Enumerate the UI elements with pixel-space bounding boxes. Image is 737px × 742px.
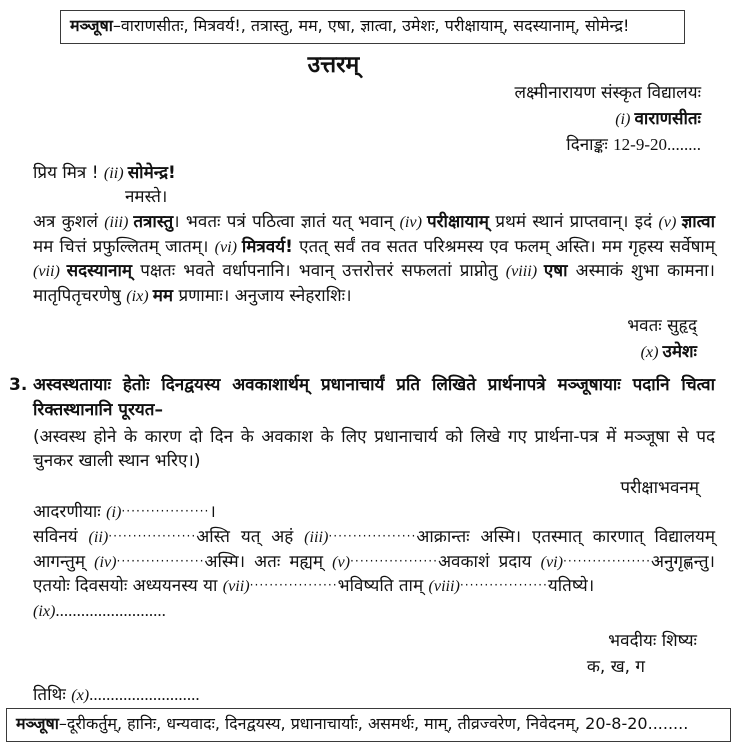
letter-salutation-line: नमस्ते। [125, 187, 168, 208]
closing-regards-line: भवतः सुहृद् [627, 315, 697, 336]
manjusha-word-list-bottom: –दूरीकर्तुम्, हानिः, धन्यवादः, दिनद्वयस्य, प्रधानाचार्याः, असमर्थः, माम्, तीव्रज्वरेण, निवेदनम्, 20-8-20........ [58, 713, 689, 733]
question-hindi-translation: (अस्वस्थ होने के कारण दो दिन के अवकाश के लिए प्रधानाचार्य को लिखे गए प्रार्थना-पत्र में मञ्जूषा से पद चुनकर खाली स्थान भरिए।) [33, 426, 715, 472]
application-closing-regards: भवदीयः शिष्यः [608, 630, 697, 651]
sender-place-line: (i) वाराणसीतः [615, 108, 701, 129]
application-closing-name: क, ख, ग [586, 656, 645, 677]
manjusha-word-box-top [60, 10, 685, 44]
closing-name-line: (x) उमेशः [640, 341, 697, 362]
manjusha-label-bottom: मञ्जूषा [16, 713, 59, 733]
question-text: अस्वस्थतायाः हेतोः दिनद्वयस्य अवकाशार्थम् प्रधानाचार्यं प्रति लिखिते प्रार्थनापत्रे मञ्जूषायाः पदानि चित्वा रिक्तस्थानानि पूरयत– [33, 375, 715, 420]
question-number: 3. [9, 375, 28, 396]
letter-body-paragraph: अत्र कुशलं (iii) तत्रास्तु। भवतः पत्रं पठित्वा ज्ञातं यत् भवान् (iv) परीक्षायाम् प्रथमं स्थानं प्राप्तवान्। इदं (v) ज्ञात्वा मम चित्तं प्रफुल्लितम् जातम्। (vi) मित्रवर्य! एतत् सर्वं तव सतत परिश्रमस्य एव फलम् अस्ति। मम गृहस्य सर्वेषाम् (vii) सदस्यानाम् पक्षतः भवते वर्धापनानि। भवान् उत्तरोत्तरं सफलतां प्राप्नोतु (viii) एषा अस्माकं शुभा कामना। मातृपितृचरणेषु (ix) मम प्रणामाः। अनुजाय स्नेहराशिः। [33, 211, 715, 306]
page-title: उत्तरम् [307, 51, 360, 78]
application-body-paragraph: सविनयं (ii)··················अस्ति यत् अहं (iii)··················आक्रान्तः अस्मि। एतस्मात् कारणात् विद्यालयम् आगन्तुम् (iv)··················अस्मि। अतः मह्यम् (v)··················अवकाशं प्रदाय (vi)··················अनुगृह्णन्तु। एतयोः दिवसयोः अध्ययनस्य या (vii)··················भविष्यति ताम् (viii)··················यतिष्ये। [33, 527, 715, 597]
application-closing-block [0, 628, 737, 681]
sender-address-block [0, 81, 737, 159]
application-addressee-line: आदरणीयाः (i)··················। [33, 502, 216, 523]
manjusha-label: मञ्जूषा [70, 16, 113, 35]
application-blank-ix-line: (ix).......................... [33, 600, 166, 620]
exam-hall-line: परीक्षाभवनम् [620, 477, 699, 498]
letter-closing-block [0, 313, 737, 366]
sender-school-line: लक्ष्मीनारायण संस्कृत विद्यालयः [514, 83, 701, 104]
manjusha-word-box-bottom [6, 708, 731, 742]
manjusha-word-list: –वाराणसीतः, मित्रवर्य!, तत्रास्तु, मम, एषा, ज्ञात्वा, उमेशः, परीक्षायाम्, सदस्यानाम्, सोमेन्द्र! [112, 16, 630, 35]
application-date-line: तिथिः (x).......................... [33, 685, 200, 706]
question-3 [0, 373, 737, 422]
letter-greeting-line: प्रिय मित्र ! (ii) सोमेन्द्र! [33, 162, 176, 183]
letter-date-line: दिनाङ्कः 12-9-20........ [566, 135, 701, 156]
